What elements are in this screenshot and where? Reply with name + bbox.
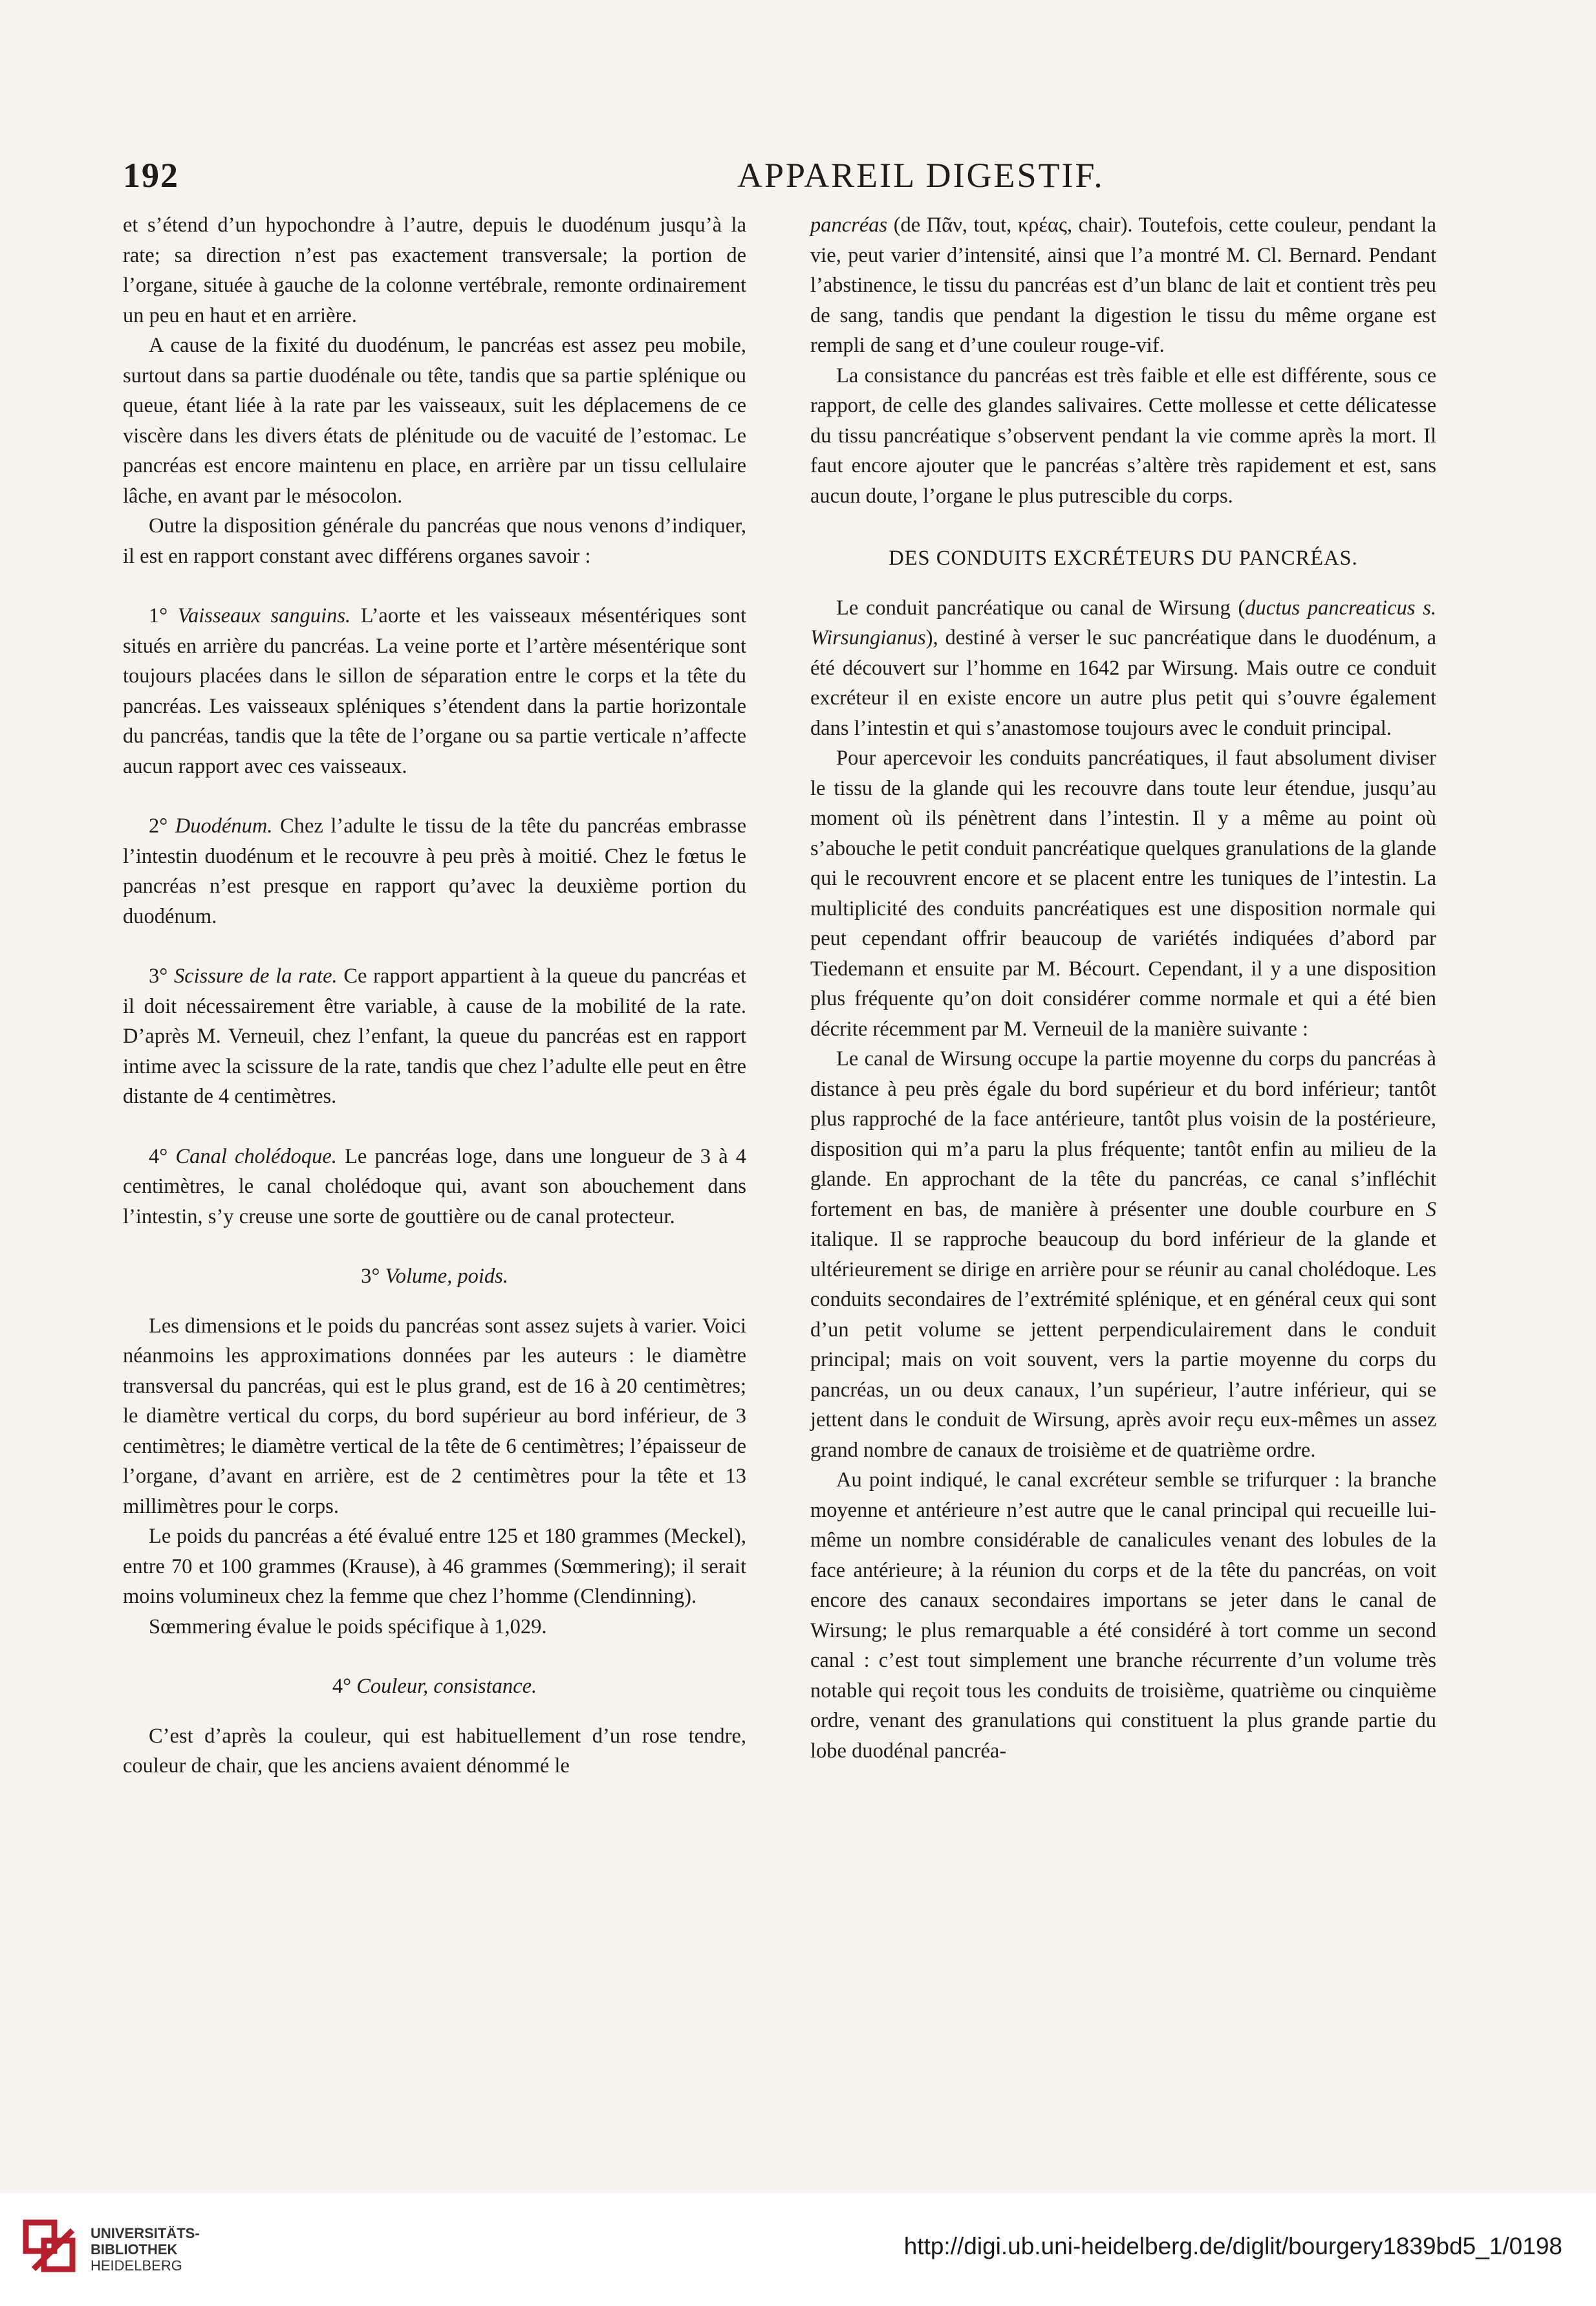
item-number: 1° [149, 604, 168, 627]
paragraph: Pour apercevoir les conduits pancréatiques, il faut absolument diviser le tissu de la glande qui les recouvre dans toute leur étendue, jusqu’au moment où ils pénètrent dans l’intestin. Il y a même au point où s’abouche le petit conduit pancréatique quelques granulations de la glande qui le recouvrent encore et se placent entre les tuniques de l’intestin. La multiplicité des conduits pancréatiques est une disposition normale qui peut cependant offrir beaucoup de variétés indiquées d’abord par Tiedemann et ensuite par M. Bécourt. Cependant, il y a une disposition plus fréquente qu’on doit considérer comme normale et qui a été bien décrite récemment par M. Verneuil de la manière suivante : [810, 746, 1436, 1041]
logo-tile-top [26, 2223, 54, 2251]
item-text: L’aorte et les vaisseaux mésentériques sont situés en arrière du pancréas. La veine porte et l’artère mésentérique sont toujours placées dans le sillon de séparation entre le corps et la tête du pancréas. Les vaisseaux spléniques s’étendent dans la partie horizontale du pancréas, tandis que la tête de l’organe ou sa partie verticale n’affecte aucun rapport avec ces vaisseaux. [123, 604, 746, 778]
paragraph-text: Le canal de Wirsung occupe la partie moyenne du corps du pancréas à distance à peu près égale du bord supérieur et du bord inférieur; tantôt plus rapproché de la face antérieure, tantôt plus voisin de la postérieure, disposition qui m’a paru la plus fréquente; tantôt enfin au milieu de la glande. En approchant de la tête du pancréas, ce canal s’infléchit fortement en bas, de manière à présenter une double courbure en [810, 1047, 1436, 1221]
paragraph: Le poids du pancréas a été évalué entre 125 et 180 grammes (Meckel), entre 70 et 100 grammes (Krause), à 46 grammes (Sœmmering); il serait moins volumineux chez la femme que chez l’homme (Clendinning). [123, 1525, 746, 1608]
library-logo-icon [21, 2217, 85, 2282]
right-column [810, 210, 1436, 1766]
running-title: APPAREIL DIGESTIF. [737, 156, 1105, 195]
paragraph [810, 593, 1436, 744]
item-text: Le pancréas loge, dans une longueur de 3 à 4 centimètres, le canal cholédoque qui, avant son abouchement dans l’intestin, s’y creuse une sorte de gouttière ou de canal protecteur. [123, 1144, 747, 1228]
section-heading-color [123, 1671, 746, 1702]
item-text: Chez l’adulte le tissu de la tête du pancréas embrasse l’intestin duodénum et le recouvre à peu près à moitié. Chez le fœtus le pancréas n’est presque en rapport qu’avec la deuxième portion du duodénum. [123, 814, 747, 928]
list-item-spleen [123, 961, 746, 1112]
item-number: 4° [149, 1144, 168, 1168]
logo-line-library: BIBLIOTHEK [91, 2241, 178, 2257]
list-item-vessels [123, 601, 746, 781]
paragraph: Les dimensions et le poids du pancréas sont assez sujets à varier. Voici néanmoins les approximations données par les auteurs : le diamètre transversal du pancréas, qui est le plus grand, est de 16 à 20 centimètres; le diamètre vertical du corps, du bord supérieur au bord inférieur, de 3 centimètres; le diamètre vertical de la tête de 6 centimètres; l’épaisseur de l’organe, d’avant en arrière, est de 2 centimètres pour la tête et 13 millimètres pour le corps. [123, 1314, 746, 1518]
heading-number: 4° [332, 1675, 352, 1698]
logo-line-university: UNIVERSITÄTS- [91, 2225, 200, 2241]
item-title: Scissure de la rate. [173, 964, 338, 988]
heading-number: 3° [361, 1265, 380, 1288]
list-item-duodenum [123, 811, 746, 931]
item-title: Canal cholédoque. [175, 1144, 337, 1168]
paragraph-text: italique. Il se rapproche beaucoup du bord inférieur de la glande et ultérieurement se dirige en arrière pour se réunir au canal cholédoque. Les conduits secondaires de l’extrémité splénique, et en général ceux qui sont d’un petit volume se jettent perpendiculairement dans le conduit principal; mais on voit souvent, vers la partie moyenne du corps du pancréas, un ou deux canaux, l’un supérieur, l’autre inférieur, qui se jettent dans le conduit de Wirsung, après avoir reçu eux-mêmes un assez grand nombre de canaux de troisième et de quatrième ordre. [810, 1228, 1436, 1462]
paragraph: Sœmmering évalue le poids spécifique à 1,029. [149, 1615, 547, 1638]
library-logo-text [91, 2225, 200, 2274]
section-heading-volume [123, 1261, 746, 1292]
page-header [123, 155, 1436, 201]
list-item-bile-duct [123, 1142, 746, 1232]
paragraph: La consistance du pancréas est très faible et elle est différente, sous ce rapport, de celle des glandes salivaires. Cette mollesse et cette délicatesse du tissu pancréatique s’observent pendant la vie comme après la mort. Il faut encore ajouter que le pancréas s’altère très rapidement et est, sans aucun doute, l’organe le plus putrescible du corps. [810, 364, 1436, 508]
paragraph [810, 210, 1436, 361]
left-column [123, 210, 746, 1781]
paragraph-text: (de Πᾶν, tout, κρέας, chair). Toutefois, cette couleur, pendant la vie, peut varier d’intensité, ainsi que l’a montré M. Cl. Bernard. Pendant l’abstinence, le tissu du pancréas est d’un blanc de lait et contient très peu de sang, tandis que pendant la digestion le tissu du même organe est rempli de sang et d’une couleur rouge-vif. [810, 213, 1436, 357]
heading-title: Volume, poids. [385, 1265, 508, 1288]
paragraph: C’est d’après la couleur, qui est habituellement d’un rose tendre, couleur de chair, que les anciens avaient dénommé le [123, 1724, 746, 1778]
italic-term: pancréas [810, 213, 888, 237]
item-number: 3° [149, 964, 168, 988]
item-text: Ce rapport appartient à la queue du pancréas et il doit nécessairement être variable, à cause de la mobilité de la rate. D’après M. Verneuil, chez l’enfant, la queue du pancréas est en rapport intime avec la scissure de la rate, tandis que chez l’adulte elle peut en être distante de 4 centimètres. [123, 964, 746, 1108]
paragraph: Outre la disposition générale du pancréas que nous venons d’indiquer, il est en rapport constant avec différens organes savoir : [123, 514, 746, 568]
italic-term: S [1425, 1197, 1436, 1221]
item-title: Vaisseaux sanguins. [177, 604, 351, 627]
permalink-url[interactable]: http://digi.ub.uni-heidelberg.de/diglit/bourgery1839bd5_1/0198 [903, 2233, 1562, 2259]
paragraph: et s’étend d’un hypochondre à l’autre, depuis le duodénum jusqu’à la rate; sa direction n’est pas exactement transversale; la portion de l’organe, située à gauche de la colonne vertébrale, remonte ordinairement un peu en haut et en arrière. [123, 213, 746, 327]
paragraph: Au point indiqué, le canal excréteur semble se trifurquer : la branche moyenne et antérieure n’est autre que le canal principal qui recueille lui-même un nombre considérable de canalicules venant des lobules de la face antérieure; à la réunion du corps et de la tête du pancréas, on voit encore des canaux secondaires importans se jeter dans le canal de Wirsung; le plus remarquable a été considéré à tort comme un second canal : c’est tout simplement une branche récurrente d’un volume très notable qui reçoit tous les conduits de troisième, quatrième ou cinquième ordre, venant des granulations qui constituent la plus grande partie du lobe duodénal pancréa- [810, 1468, 1436, 1763]
italic-term: ductus pancreaticus s. Wirsungianus [810, 596, 1436, 649]
page-number: 192 [123, 156, 179, 195]
item-number: 2° [149, 814, 168, 838]
paragraph [810, 1044, 1436, 1465]
heading-title: Couleur, consistance. [356, 1675, 537, 1698]
paragraph: A cause de la fixité du duodénum, le pancréas est assez peu mobile, surtout dans sa partie duodénale ou tête, tandis que sa partie splénique ou queue, étant liée à la rate par les vaisseaux, suit les déplacemens de ce viscère dans les divers états de plénitude ou de vacuité de l’estomac. Le pancréas est encore maintenu en place, en arrière par un tissu cellulaire lâche, en avant par le mésocolon. [123, 334, 746, 508]
section-heading-ducts: DES CONDUITS EXCRÉTEURS DU PANCRÉAS. [889, 547, 1358, 570]
paragraph-text: ), destiné à verser le suc pancréatique dans le duodénum, a été découvert sur l’homme en 1642 par Wirsung. Mais outre ce conduit excréteur il en existe encore un autre plus petit qui s’ouvre également dans l’intestin et qui s’anastomose toujours avec le conduit principal. [810, 626, 1436, 740]
paragraph-text: Le conduit pancréatique ou canal de Wirsung ( [836, 596, 1246, 620]
item-title: Duodénum. [175, 814, 273, 838]
logo-line-city: HEIDELBERG [91, 2257, 182, 2274]
